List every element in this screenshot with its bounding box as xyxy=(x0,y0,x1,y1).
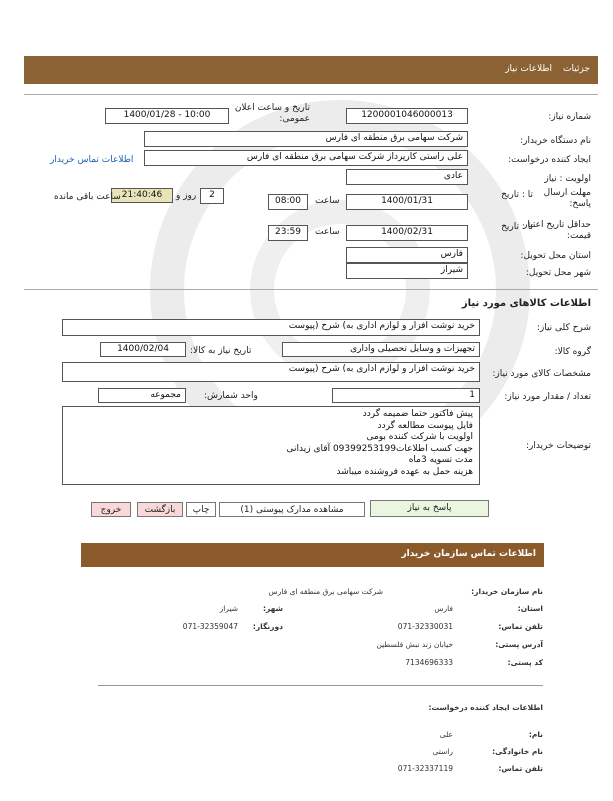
contact-phone-value: 071-32330031 xyxy=(397,622,453,631)
reply-date-field: 1400/01/31 xyxy=(346,194,468,210)
req-first-name-label: نام: xyxy=(528,730,543,739)
city-field: شیراز xyxy=(346,263,468,279)
reply-button[interactable]: پاسخ به نیاز xyxy=(370,500,489,517)
req-phone-value: 071-32337119 xyxy=(397,764,453,773)
contact-address-value: خیابان زند نبش فلسطین xyxy=(376,640,453,649)
note-line: مدت تسویه 3ماه xyxy=(408,455,473,465)
contact-divider xyxy=(98,685,543,686)
remaining-days-field: 2 xyxy=(200,188,224,204)
buyer-notes-field xyxy=(62,406,480,485)
priority-field: عادی xyxy=(346,169,468,185)
validity-date-field: 1400/02/31 xyxy=(346,225,468,241)
general-desc-field: خرید نوشت افزار و لوازم اداری به) شرح (پیوست xyxy=(62,319,480,336)
announce-label: تاریخ و ساعت اعلان عمومی: xyxy=(234,103,310,124)
contact-city-label: شهر: xyxy=(263,604,283,613)
view-attachments-button[interactable]: مشاهده مدارک پیوستی (1) xyxy=(219,502,365,517)
contact-title: اطلاعات تماس سازمان خریدار xyxy=(401,549,536,559)
validity-time-field: 23:59 xyxy=(268,225,308,241)
goods-section-title: اطلاعات کالاهای مورد نیاز xyxy=(461,298,591,309)
back-button[interactable]: بازگشت xyxy=(137,502,183,517)
buyer-field: شرکت سهامی برق منطقه ای فارس xyxy=(144,131,468,147)
note-line: اولویت با شرکت کننده بومی xyxy=(366,432,473,442)
note-line: فایل پیوست مطالعه گردد xyxy=(377,420,473,431)
req-phone-label: تلفن تماس: xyxy=(498,764,543,773)
req-first-name-value: علی xyxy=(439,730,453,739)
min-validity-label: حداقل تاریخ اعتبار قیمت: xyxy=(523,220,591,241)
contact-postal-value: 7134696333 xyxy=(405,658,453,667)
priority-label: اولویت : نیاز xyxy=(544,174,591,184)
contact-city-value: شیراز xyxy=(219,604,238,613)
city-label: شهر محل تحویل: xyxy=(525,268,591,278)
contact-province-value: فارس xyxy=(434,604,453,613)
org-name-label: نام سازمان خریدار: xyxy=(471,587,543,596)
spec-label: مشخصات کالای مورد نیاز: xyxy=(492,369,591,379)
need-number-label: شماره نیاز: xyxy=(548,112,591,122)
contact-fax-value: 071-32359047 xyxy=(182,622,238,631)
contact-province-label: استان: xyxy=(517,604,543,613)
remaining-suffix-label: ساعت باقی مانده xyxy=(54,192,121,202)
note-line: پیش فاکتور حتما ضمیمه گردد xyxy=(362,409,473,419)
tab-need-info[interactable]: اطلاعات نیاز xyxy=(505,64,552,74)
header-bar xyxy=(24,56,598,84)
unit-label: واحد شمارش: xyxy=(204,391,258,401)
contact-phone-label: تلفن تماس: xyxy=(498,622,543,631)
note-line: جهت کسب اطلاعات09399253199 آقای زیدانی xyxy=(286,443,473,454)
validity-time-label: ساعت xyxy=(315,227,340,237)
contact-address-label: آدرس پستی: xyxy=(495,640,543,649)
reply-deadline-label: مهلت ارسال پاسخ: xyxy=(543,188,591,209)
need-date-label: تاریخ نیاز به کالا: xyxy=(190,346,252,356)
spec-field: خرید نوشت افزار و لوازم اداری به) شرح (پیوست xyxy=(62,362,480,382)
qty-label: تعداد / مقدار مورد نیاز: xyxy=(504,392,591,402)
until-date-label: تا : تاریخ xyxy=(501,190,533,200)
buyer-label: نام دستگاه خریدار: xyxy=(520,136,591,146)
requester-label: ایجاد کننده درخواست: xyxy=(508,155,591,165)
note-line: هزینه حمل به عهده فروشنده میباشد xyxy=(336,466,473,477)
remaining-time-field: 21:40:46 xyxy=(111,188,173,203)
section-divider xyxy=(24,289,598,290)
req-last-name-value: راستی xyxy=(432,747,453,756)
contact-fax-label: دورنگار: xyxy=(252,622,283,631)
group-field: تجهیزات و وسایل تحصیلی واداری xyxy=(282,342,480,357)
contact-title-bar xyxy=(81,543,544,567)
exit-button[interactable]: خروج xyxy=(91,502,131,517)
print-button[interactable]: چاپ xyxy=(186,502,216,517)
province-field: فارس xyxy=(346,247,468,263)
until-date-label-2: تا : تاریخ xyxy=(501,222,533,232)
announce-field: 1400/01/28 - 10:00 xyxy=(105,108,229,124)
group-label: گروه کالا: xyxy=(554,347,591,357)
need-date-field: 1400/02/04 xyxy=(100,342,186,357)
divider xyxy=(24,94,598,95)
tab-details[interactable]: جزئیات xyxy=(563,64,590,74)
requester-info-title: اطلاعات ایجاد کننده درخواست: xyxy=(428,703,543,712)
general-desc-label: شرح کلی نیاز: xyxy=(536,323,591,333)
reply-time-field: 08:00 xyxy=(268,194,308,210)
buyer-contact-link[interactable]: اطلاعات تماس خریدار xyxy=(50,155,134,165)
requester-field: علی راستی کارپرداز شرکت سهامی برق منطقه ای فارس xyxy=(144,150,468,166)
buyer-notes-label: توضیحات خریدار: xyxy=(525,441,591,451)
contact-postal-label: کد پستی: xyxy=(507,658,543,667)
notes-list xyxy=(69,409,473,478)
req-last-name-label: نام خانوادگی: xyxy=(492,747,543,756)
remaining-days-label: روز و xyxy=(176,191,197,201)
need-number-field: 1200001046000013 xyxy=(346,108,468,124)
province-label: استان محل تحویل: xyxy=(520,251,591,261)
qty-field: 1 xyxy=(332,388,480,403)
reply-time-label: ساعت xyxy=(315,196,340,206)
unit-field: مجموعه xyxy=(98,388,186,403)
org-name-value: شرکت سهامی برق منطقه ای فارس xyxy=(268,587,383,596)
